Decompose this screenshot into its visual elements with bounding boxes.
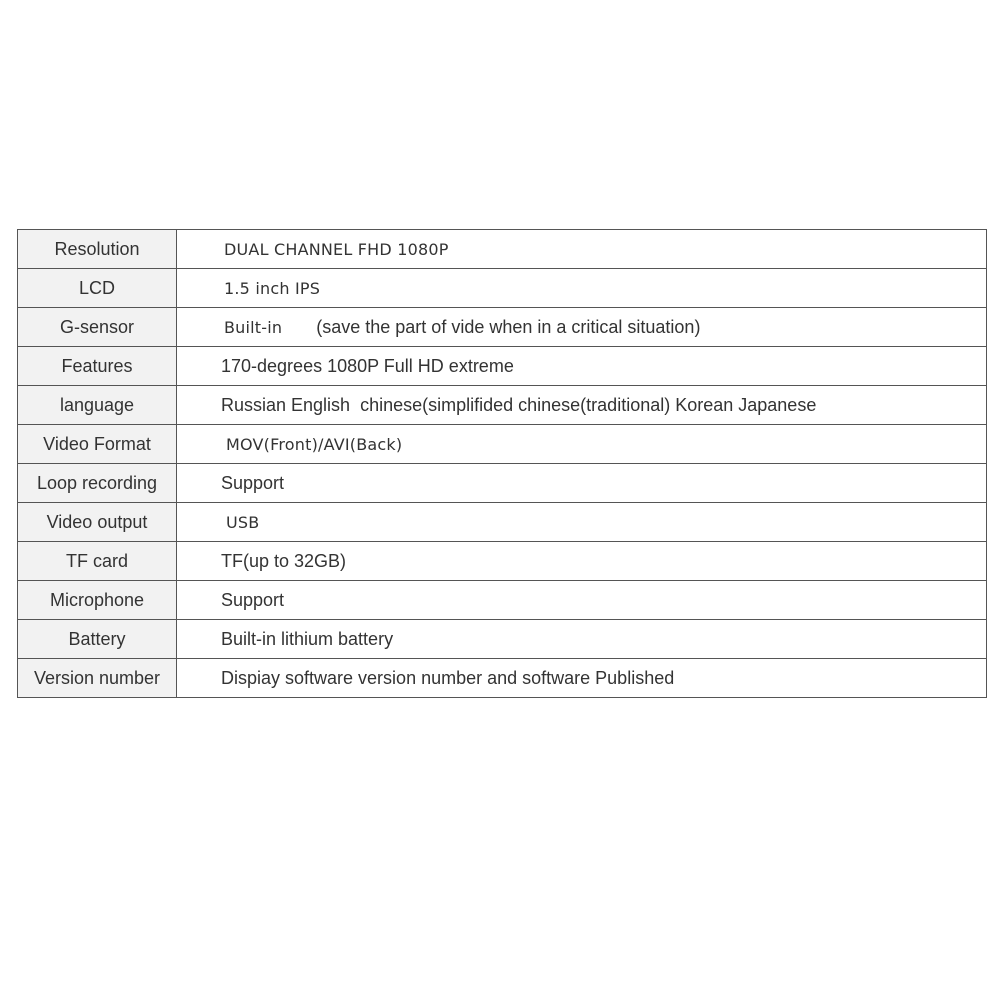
row-value: Support: [221, 589, 285, 610]
table-row: [18, 347, 987, 386]
row-label: G-sensor: [18, 308, 177, 347]
table-row: [18, 620, 987, 659]
row-value-cell: [177, 620, 987, 659]
row-value: 1.5 inch IPS: [224, 278, 321, 298]
row-value-cell: [177, 308, 987, 347]
row-label: Resolution: [18, 230, 177, 269]
row-value: Support: [221, 472, 285, 493]
row-value: USB: [226, 512, 260, 532]
row-value: Russian English chinese(simplifided chinese(traditional) Korean Japanese: [221, 394, 817, 415]
row-note: (save the part of vide when in a critical situation): [316, 316, 701, 337]
row-value-cell: [177, 269, 987, 308]
row-label: Features: [18, 347, 177, 386]
table-row: [18, 230, 987, 269]
row-label: Loop recording: [18, 464, 177, 503]
row-value: MOV(Front)/AVI(Back): [226, 434, 403, 454]
row-label: LCD: [18, 269, 177, 308]
table-row: [18, 542, 987, 581]
row-label: TF card: [18, 542, 177, 581]
specification-table: [17, 229, 987, 698]
table-row: [18, 308, 987, 347]
row-value: Dispiay software version number and software Published: [221, 667, 675, 688]
row-label: Video output: [18, 503, 177, 542]
row-value-cell: [177, 503, 987, 542]
table-row: [18, 269, 987, 308]
table-row: [18, 659, 987, 698]
row-value-cell: [177, 659, 987, 698]
row-label: Version number: [18, 659, 177, 698]
row-value: 170-degrees 1080P Full HD extreme: [221, 355, 514, 376]
row-label: Video Format: [18, 425, 177, 464]
row-label: Microphone: [18, 581, 177, 620]
row-value: Built-in lithium battery: [221, 628, 394, 649]
row-value-cell: [177, 230, 987, 269]
table-row: [18, 581, 987, 620]
row-label: language: [18, 386, 177, 425]
row-value-cell: [177, 464, 987, 503]
row-value: TF(up to 32GB): [221, 550, 347, 571]
row-value: Built-in: [224, 317, 283, 337]
row-label: Battery: [18, 620, 177, 659]
table-row: [18, 425, 987, 464]
row-value: DUAL CHANNEL FHD 1080P: [224, 239, 449, 259]
row-value-cell: [177, 581, 987, 620]
table-row: [18, 386, 987, 425]
row-value-cell: [177, 542, 987, 581]
row-value-cell: [177, 386, 987, 425]
row-value-cell: [177, 347, 987, 386]
table-row: [18, 503, 987, 542]
row-value-cell: [177, 425, 987, 464]
table-row: [18, 464, 987, 503]
